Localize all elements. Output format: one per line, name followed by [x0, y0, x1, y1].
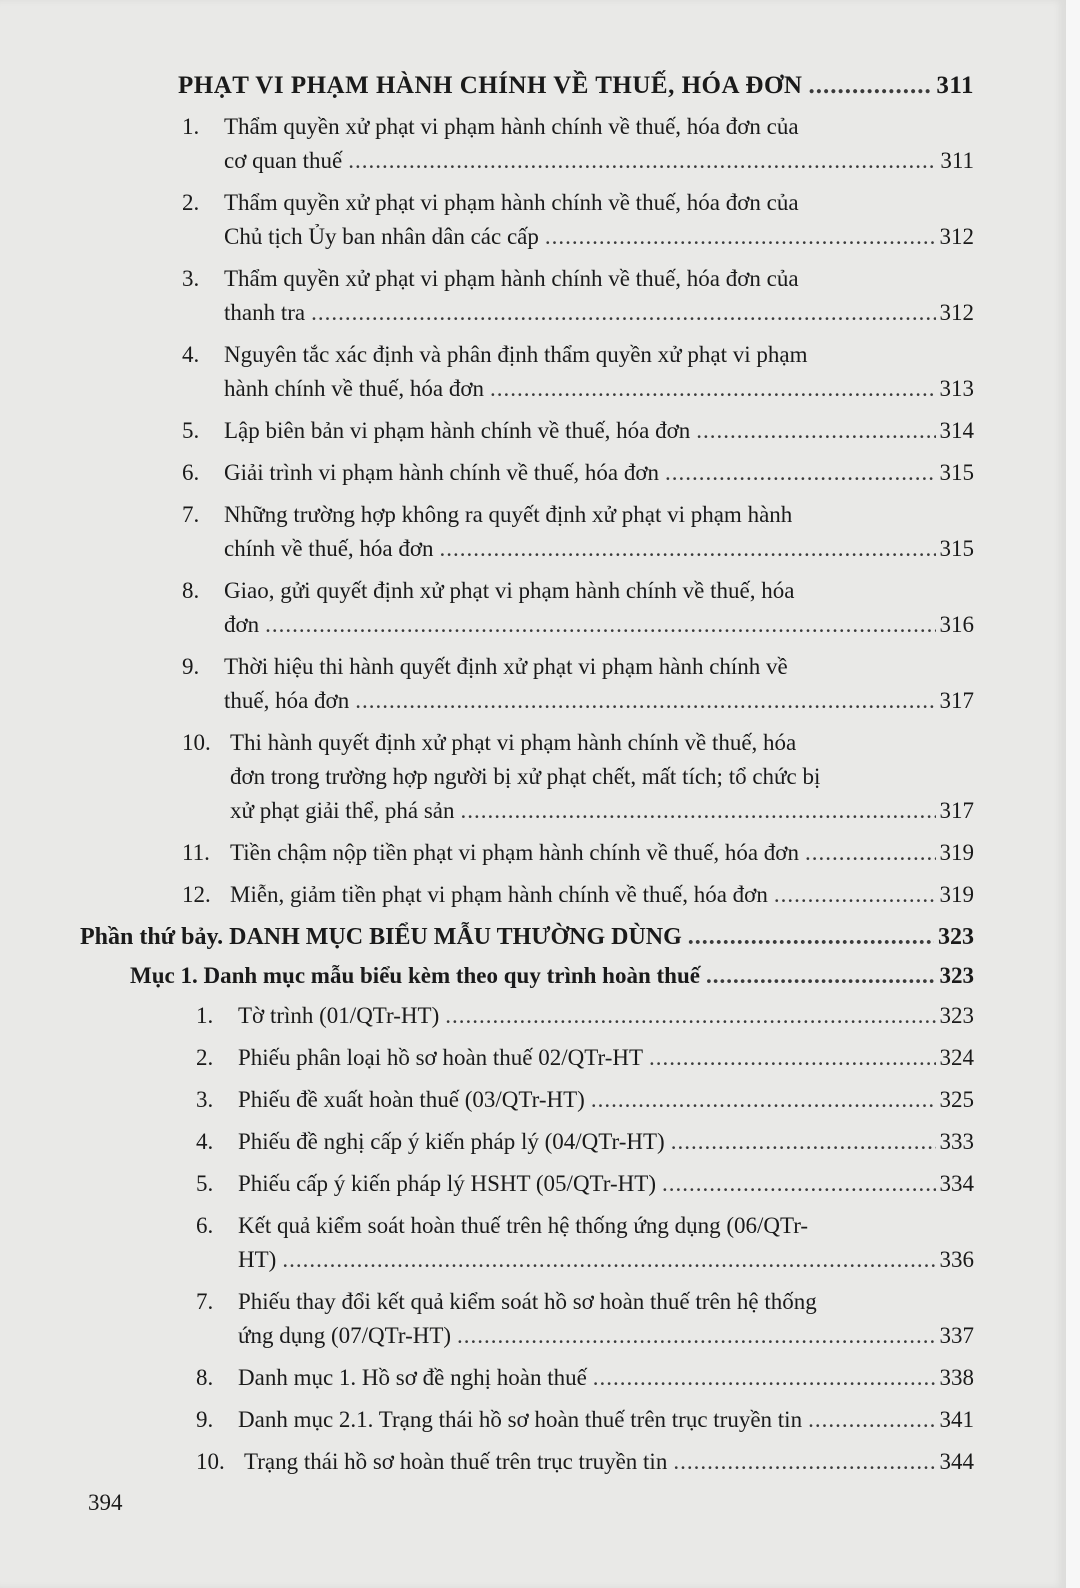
toc-item-text: cơ quan thuế	[224, 148, 343, 173]
toc-item-text: hành chính về thuế, hóa đơn	[224, 376, 484, 401]
section-heading	[0, 60, 1066, 106]
toc-item-text: ứng dụng (07/QTr-HT)	[238, 1323, 452, 1348]
toc-item	[0, 874, 1066, 916]
page-edge	[1066, 0, 1080, 1588]
toc-item-number: 7.	[182, 502, 200, 527]
dot-leader	[461, 794, 936, 828]
toc-item-text: Thi hành quyết định xử phạt vi phạm hành chính về thuế, hóa	[230, 730, 797, 755]
dot-leader	[348, 144, 936, 178]
toc-item-number: 4.	[196, 1129, 214, 1154]
toc-item-text: chính về thuế, hóa đơn	[224, 536, 434, 561]
dot-leader	[593, 1361, 936, 1395]
dot-leader	[696, 414, 935, 448]
toc-item-number: 5.	[196, 1171, 214, 1196]
toc-item-text: Giải trình vi phạm hành chính về thuế, hóa đơn	[224, 460, 660, 485]
toc-item-text: đơn trong trường hợp người bị xử phạt chết, mất tích; tổ chức bị	[230, 764, 821, 789]
toc-item	[0, 1399, 1066, 1441]
toc-item-page: 333	[939, 1129, 974, 1154]
toc-item-page: 317	[939, 798, 974, 823]
dot-leader	[808, 72, 932, 100]
section-heading-page: 311	[936, 72, 974, 99]
toc-item	[0, 1079, 1066, 1121]
toc-item-text: Giao, gửi quyết định xử phạt vi phạm hành chính về thuế, hóa	[224, 578, 795, 603]
toc-item	[0, 722, 1066, 832]
toc-item-text: Lập biên bản vi phạm hành chính về thuế, hóa đơn	[224, 418, 691, 443]
dot-leader	[355, 684, 935, 718]
toc-item-text: Miễn, giảm tiền phạt vi phạm hành chính về thuế, hóa đơn	[230, 882, 768, 907]
dot-leader	[688, 924, 934, 951]
toc-item	[0, 832, 1066, 874]
section-heading-title: PHẠT VI PHẠM HÀNH CHÍNH VỀ THUẾ, HÓA ĐƠN	[178, 72, 803, 99]
toc-item-text: thanh tra	[224, 300, 306, 325]
toc-item	[0, 995, 1066, 1037]
table-of-contents	[0, 60, 1066, 1483]
toc-item-number: 2.	[182, 190, 200, 215]
dot-leader	[662, 1167, 936, 1201]
toc-item-number: 1.	[196, 1003, 214, 1028]
toc-item-page: 312	[939, 300, 974, 325]
toc-item-text: Thẩm quyền xử phạt vi phạm hành chính về thuế, hóa đơn của	[224, 114, 799, 139]
toc-item-page: 336	[939, 1247, 974, 1272]
toc-item-text: Kết quả kiểm soát hoàn thuế trên hệ thống ứng dụng (06/QTr-	[238, 1213, 809, 1238]
toc-item-text: Nguyên tắc xác định và phân định thẩm quyền xử phạt vi phạm	[224, 342, 808, 367]
toc-item-number: 7.	[196, 1289, 214, 1314]
toc-item-number: 8.	[182, 578, 200, 603]
toc-item-text: Danh mục 1. Hồ sơ đề nghị hoàn thuế	[238, 1365, 587, 1390]
toc-item-page: 325	[939, 1087, 974, 1112]
toc-item-text: Phiếu cấp ý kiến pháp lý HSHT (05/QTr-HT)	[238, 1171, 656, 1196]
toc-item-number: 3.	[182, 266, 200, 291]
toc-item-text: Danh mục 2.1. Trạng thái hồ sơ hoàn thuế trên trục truyền tin	[238, 1407, 803, 1432]
toc-item-number: 5.	[182, 418, 200, 443]
toc-item-text: xử phạt giải thể, phá sản	[230, 798, 455, 823]
toc-item-number: 6.	[196, 1213, 214, 1238]
toc-item	[0, 1205, 1066, 1281]
toc-item	[0, 452, 1066, 494]
toc-item	[0, 1357, 1066, 1399]
dot-leader	[265, 608, 935, 642]
toc-item	[0, 258, 1066, 334]
toc-item	[0, 106, 1066, 182]
dot-leader	[311, 296, 935, 330]
muc-heading-page: 323	[939, 963, 974, 988]
muc-heading	[0, 957, 1066, 995]
toc-item-page: 317	[939, 688, 974, 713]
muc-heading-title: Mục 1. Danh mục mẫu biểu kèm theo quy trình hoàn thuế	[130, 963, 700, 988]
toc-item-number: 1.	[182, 114, 200, 139]
toc-item-text: Thẩm quyền xử phạt vi phạm hành chính về thuế, hóa đơn của	[224, 266, 799, 291]
toc-item	[0, 182, 1066, 258]
toc-item-text: Tiền chậm nộp tiền phạt vi phạm hành chính về thuế, hóa đơn	[230, 840, 799, 865]
toc-item-number: 2.	[196, 1045, 214, 1070]
toc-item-number: 9.	[182, 654, 200, 679]
toc-item-page: 316	[939, 612, 974, 637]
part-heading-title: Phần thứ bảy. DANH MỤC BIỂU MẪU THƯỜNG DÙNG	[80, 924, 682, 950]
toc-item-text: Phiếu đề nghị cấp ý kiến pháp lý (04/QTr-HT)	[238, 1129, 665, 1154]
toc-item-page: 313	[939, 376, 974, 401]
dot-leader	[440, 532, 936, 566]
dot-leader	[649, 1041, 935, 1075]
toc-item-text: Trạng thái hồ sơ hoàn thuế trên trục truyền tin	[244, 1449, 668, 1474]
muc-item-list	[0, 995, 1066, 1483]
dot-leader	[490, 372, 936, 406]
toc-item-text: Thẩm quyền xử phạt vi phạm hành chính về thuế, hóa đơn của	[224, 190, 799, 215]
toc-item	[0, 1163, 1066, 1205]
toc-item-text: Phiếu phân loại hồ sơ hoàn thuế 02/QTr-HT	[238, 1045, 644, 1070]
page-number: 394	[88, 1490, 123, 1515]
toc-item-page: 323	[939, 1003, 974, 1028]
toc-item	[0, 1281, 1066, 1357]
toc-item	[0, 1037, 1066, 1079]
dot-leader	[673, 1445, 935, 1479]
toc-item-number: 10.	[182, 730, 211, 755]
dot-leader	[706, 963, 936, 989]
toc-item-text: Phiếu đề xuất hoàn thuế (03/QTr-HT)	[238, 1087, 585, 1112]
dot-leader	[545, 220, 936, 254]
toc-item-text: đơn	[224, 612, 260, 637]
toc-item-page: 311	[940, 148, 974, 173]
toc-item	[0, 410, 1066, 452]
dot-leader	[445, 999, 935, 1033]
dot-leader	[774, 878, 936, 912]
toc-item-page: 319	[939, 840, 974, 865]
dot-leader	[671, 1125, 936, 1159]
toc-item-page: 315	[939, 460, 974, 485]
toc-item-number: 8.	[196, 1365, 214, 1390]
toc-item-page: 338	[939, 1365, 974, 1390]
toc-item-text: Phiếu thay đổi kết quả kiểm soát hồ sơ hoàn thuế trên hệ thống	[238, 1289, 817, 1314]
section-item-list	[0, 106, 1066, 916]
toc-item-page: 337	[939, 1323, 974, 1348]
toc-item-page: 312	[939, 224, 974, 249]
toc-item-text: thuế, hóa đơn	[224, 688, 350, 713]
toc-item-text: HT)	[238, 1247, 277, 1272]
toc-item	[0, 334, 1066, 410]
part-heading-page: 323	[938, 924, 974, 950]
toc-item-number: 4.	[182, 342, 200, 367]
toc-item-page: 315	[939, 536, 974, 561]
toc-item-number: 10.	[196, 1449, 225, 1474]
toc-item-number: 9.	[196, 1407, 214, 1432]
toc-item-text: Chủ tịch Ủy ban nhân dân các cấp	[224, 224, 539, 249]
toc-item-text: Tờ trình (01/QTr-HT)	[238, 1003, 440, 1028]
dot-leader	[457, 1319, 935, 1353]
toc-item-page: 324	[939, 1045, 974, 1070]
toc-item	[0, 646, 1066, 722]
toc-item	[0, 494, 1066, 570]
toc-item	[0, 1441, 1066, 1483]
toc-item-page: 314	[939, 418, 974, 443]
toc-item-number: 11.	[182, 840, 210, 865]
toc-item	[0, 1121, 1066, 1163]
dot-leader	[665, 456, 935, 490]
toc-item-text: Thời hiệu thi hành quyết định xử phạt vi phạm hành chính về	[224, 654, 788, 679]
toc-item	[0, 570, 1066, 646]
toc-item-number: 12.	[182, 882, 211, 907]
toc-item-page: 341	[939, 1407, 974, 1432]
toc-item-page: 344	[939, 1449, 974, 1474]
dot-leader	[805, 836, 936, 870]
toc-item-page: 334	[939, 1171, 974, 1196]
dot-leader	[282, 1243, 935, 1277]
toc-item-page: 319	[939, 882, 974, 907]
toc-item-text: Những trường hợp không ra quyết định xử phạt vi phạm hành	[224, 502, 793, 527]
toc-item-number: 6.	[182, 460, 200, 485]
part-heading	[0, 916, 1066, 957]
dot-leader	[591, 1083, 936, 1117]
toc-item-number: 3.	[196, 1087, 214, 1112]
dot-leader	[808, 1403, 935, 1437]
